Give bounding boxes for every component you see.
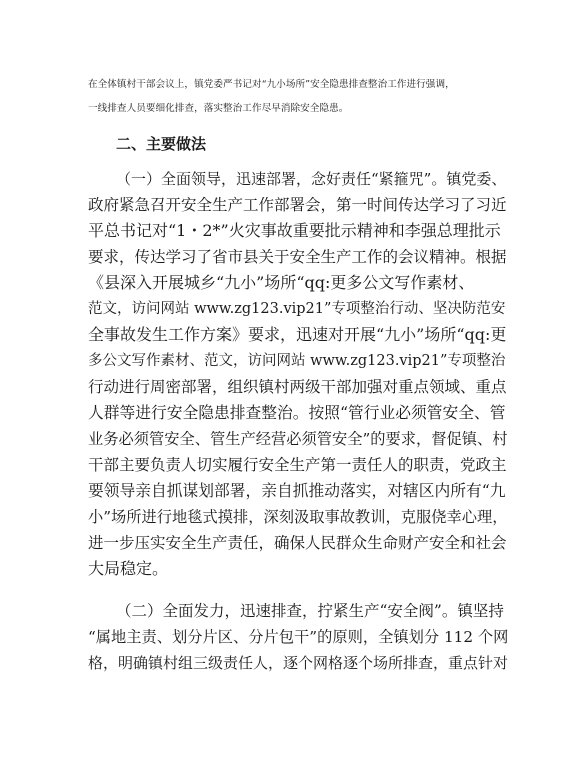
intro-line-1: 在全体镇村干部会议上，镇党委严书记对“九小场所”安全隐患排查整治工作进行强调，: [88, 79, 455, 90]
paragraph-1-line: 平总书记对“1・2*”火灾事故重要批示精神和李强总理批示: [88, 221, 501, 240]
paragraph-1-line: 行动进行周密部署，组织镇村两级干部加强对重点领域、重点: [88, 378, 507, 396]
paragraph-1-line: 大局稳定。: [88, 559, 169, 578]
paragraph-1-line: 干部主要负责人切实履行安全生产第一责任人的职责，党政主: [88, 456, 507, 474]
paragraph-1-line: 进一步压实安全生产责任，确保人民群众生命财产安全和社会: [88, 534, 507, 552]
paragraph-1-line: （一）全面领导，迅速部署，念好责任“紧箍咒”。镇党委、: [116, 170, 507, 188]
paragraph-1-line: 《县深入开展城乡“九小”场所“qq:更多公文写作素材、: [88, 273, 475, 292]
paragraph-1-line: 多公文写作素材、范文，访问网站 www.zg123.vip21”专项整治: [88, 353, 506, 369]
paragraph-1-line: 业务必须管安全、管生产经营必须管安全”的要求，督促镇、村: [88, 430, 508, 448]
paragraph-1-line: 小”场所进行地毯式摸排，深刻汲取事故教训，克服侥幸心理，: [88, 508, 508, 526]
paragraph-1-line: 范文，访问网站 www.zg123.vip21”专项整治行动、坚决防范安: [88, 301, 506, 317]
paragraph-1-line: 全事故发生工作方案》要求，迅速对开展“九小”场所“qq:更: [88, 325, 507, 344]
paragraph-2-line: （二）全面发力，迅速排查，拧紧生产“安全阀”。镇坚持: [116, 602, 504, 620]
section-heading: 二、主要做法: [116, 135, 207, 153]
paragraph-1-line: 人群等进行安全隐患排查整治。按照“管行业必须管安全、管: [88, 403, 506, 422]
paragraph-2-line: “属地主责、划分片区、分片包干”的原则，全镇划分 112 个网: [88, 628, 508, 646]
paragraph-1-line: 要领导亲自抓谋划部署，亲自抓推动落实，对辖区内所有“九: [88, 481, 506, 500]
paragraph-2-line: 格，明确镇村组三级责任人，逐个网格逐个场所排查，重点针对: [88, 654, 508, 672]
intro-line-2: 一线排查人员要细化排查，落实整治工作尽早消除安全隐患。: [88, 103, 349, 114]
paragraph-1-line: 政府紧急召开安全生产工作部署会，第一时间传达学习了习近: [88, 196, 507, 214]
paragraph-1-line: 要求，传达学习了省市县关于安全生产工作的会议精神。根据: [88, 248, 507, 266]
